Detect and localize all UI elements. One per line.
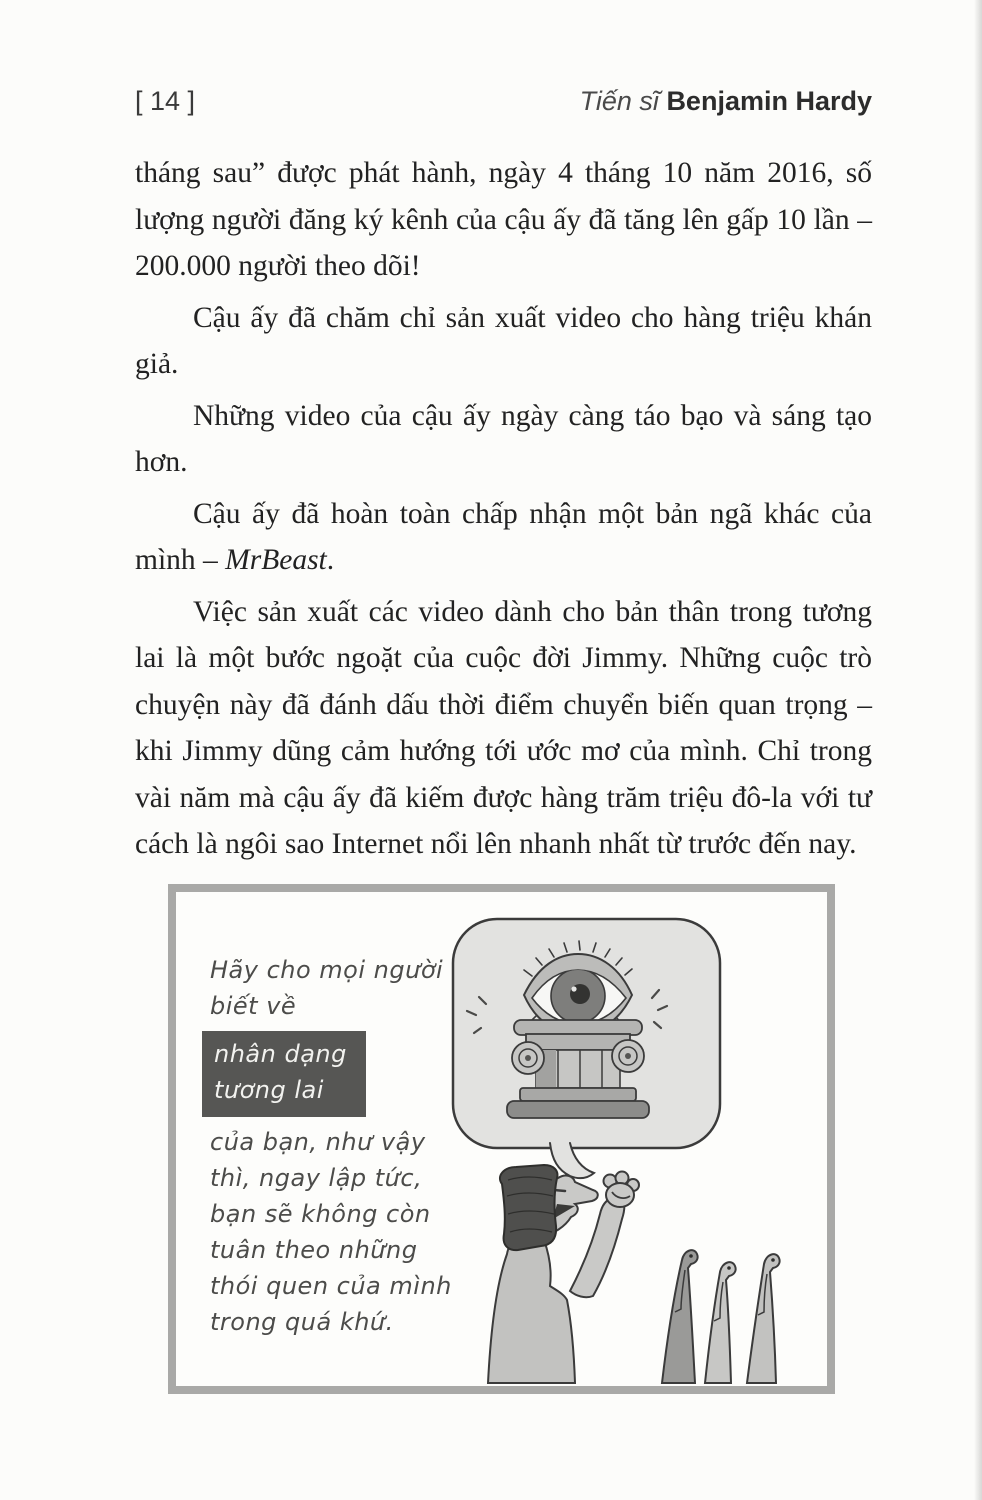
- audience-figures: [662, 1250, 780, 1383]
- paragraph-5: Việc sản xuất các video dành cho bản thân trong tương lai là một bước ngoặt của cuộc đời Jimmy. Những cuộc trò chuyện này đã đánh dấu thời điểm chuyển biến quan trọng – khi Jimmy dũng cảm hướng tới ước mơ của mình. Chỉ trong vài năm mà cậu ấy đã kiếm được hàng trăm triệu đô-la với tư cách là ngôi sao Internet nổi lên nhanh nhất từ trước đến nay.: [135, 595, 872, 860]
- audience-figure-3: [747, 1254, 780, 1383]
- author-name: Benjamin Hardy: [666, 86, 872, 116]
- paragraph-4-text: Cậu ấy đã hoàn toàn chấp nhận một bản ngã khác của mình –: [135, 497, 872, 576]
- body-text: [135, 150, 872, 873]
- paragraph-4: [135, 491, 872, 584]
- illustration-frame: [168, 884, 835, 1394]
- author-title: Tiến sĩ: [579, 86, 667, 116]
- figure-caption: [210, 952, 460, 1340]
- paragraph-2: Cậu ấy đã chăm chỉ sản xuất video cho hàng triệu khán giả.: [135, 301, 872, 380]
- paragraph-4-period: .: [326, 544, 335, 576]
- audience-figure-2: [705, 1262, 736, 1383]
- iris: [551, 969, 605, 1023]
- caption-highlight: nhân dạng tương lai: [202, 1031, 366, 1117]
- speaker-body: [488, 1237, 575, 1383]
- speaker-fist: [604, 1172, 640, 1208]
- caption-text-end: của bạn, như vậy thì, ngay lập tức, bạn sẽ không còn tuân theo những thói quen của mình trong quá khứ.: [210, 1128, 452, 1336]
- column-icon: [507, 1020, 649, 1118]
- page-edge-shadow: [974, 0, 982, 1500]
- running-header: [135, 86, 872, 117]
- speaker-figure: [488, 1165, 639, 1383]
- audience-figure-1: [662, 1250, 698, 1383]
- speaker-hair: [500, 1165, 557, 1250]
- page-number: [ 14 ]: [135, 86, 196, 116]
- speaker-arm: [570, 1198, 624, 1297]
- caption-text-start: Hãy cho mọi người biết về: [210, 956, 444, 1020]
- author-credit: [580, 86, 872, 117]
- paragraph-4-name: MrBeast: [225, 544, 327, 576]
- paragraph-3: Những video của cậu ấy ngày càng táo bạo và sáng tạo hơn.: [135, 399, 872, 478]
- paragraph-1: tháng sau” được phát hành, ngày 4 tháng 10 năm 2016, số lượng người đăng ký kênh của cậu ấy đã tăng lên gấp 10 lần – 200.000 người theo dõi!: [135, 157, 872, 282]
